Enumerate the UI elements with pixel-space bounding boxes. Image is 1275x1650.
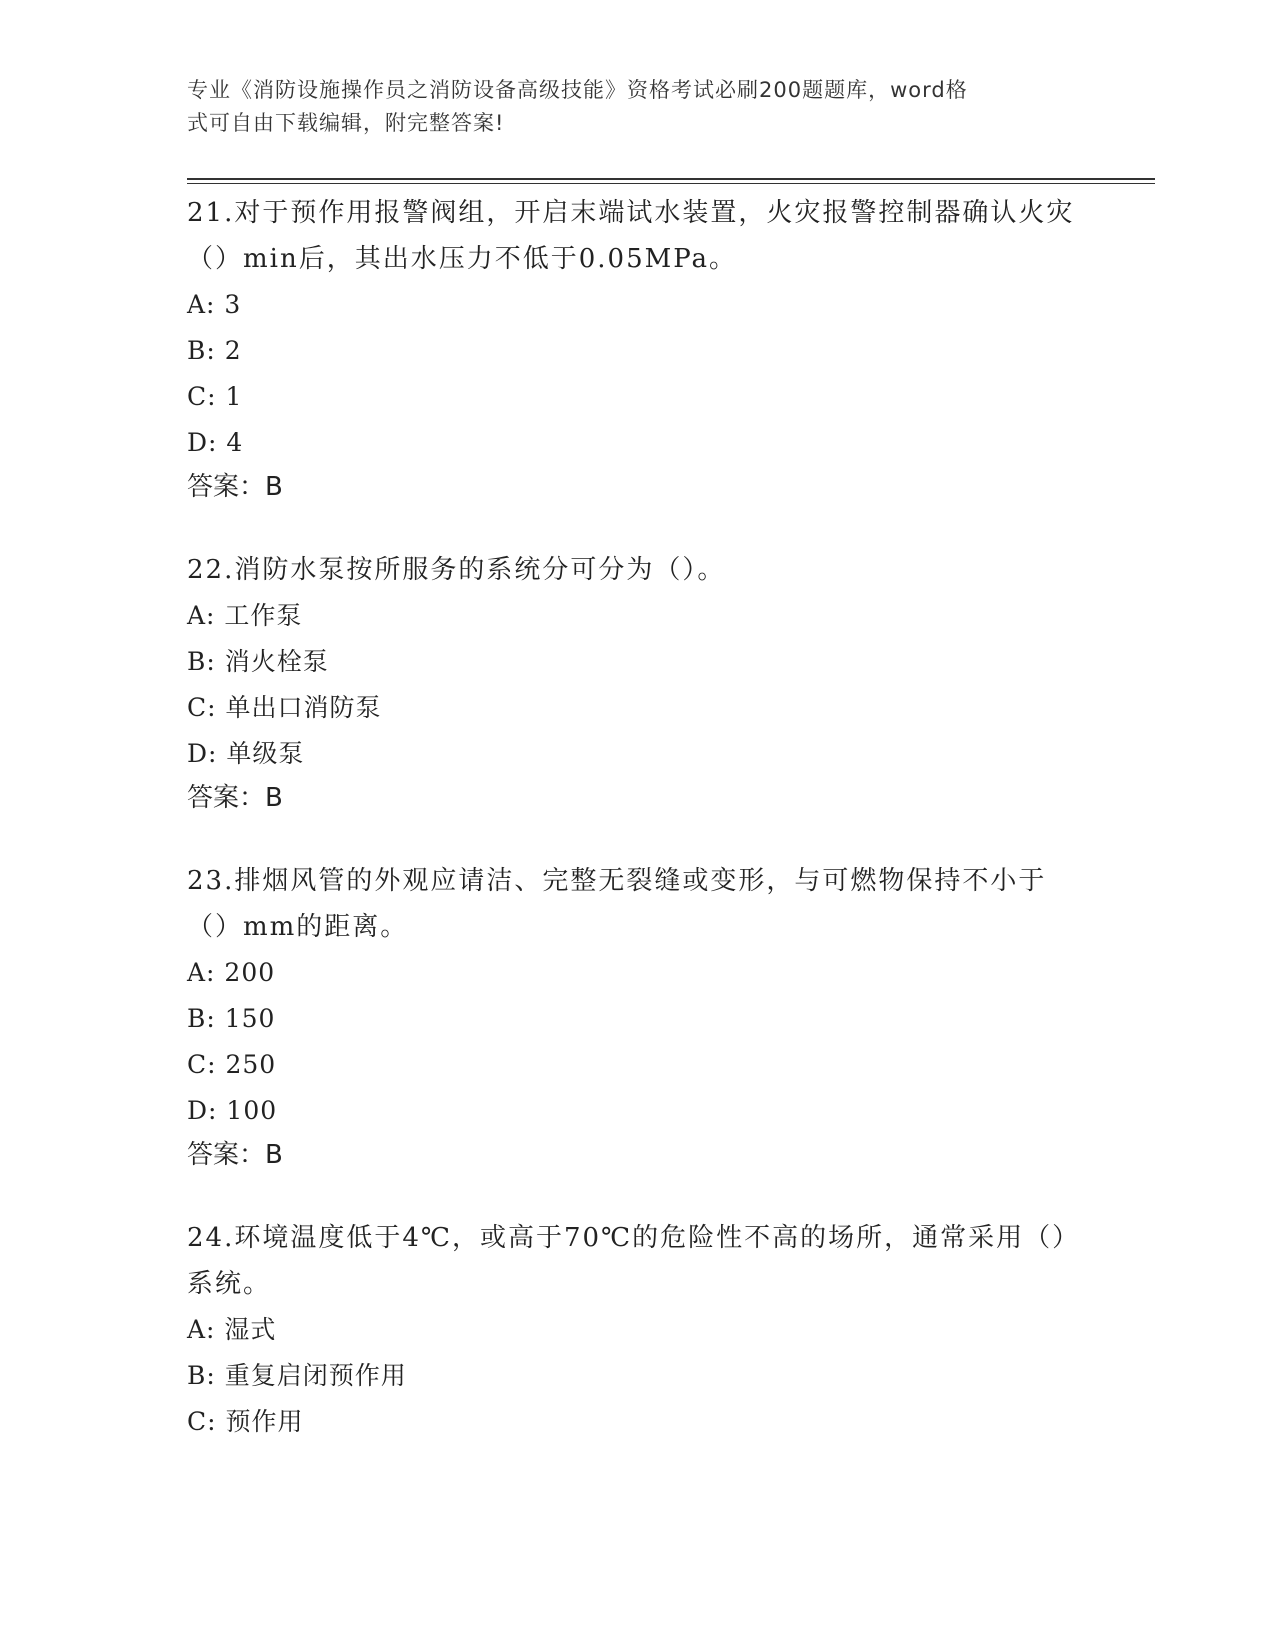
question-24 — [187, 1215, 1087, 1445]
document-header — [187, 74, 1067, 140]
option-a: A: 3 — [187, 290, 242, 319]
question-stem: 24.环境温度低于4℃，或高于70℃的危险性不高的场所，通常采用（）系统。 — [187, 1223, 1081, 1299]
option-a: A: 200 — [187, 958, 276, 987]
option-a: A: 工作泵 — [187, 601, 303, 630]
option-a: A: 湿式 — [187, 1315, 277, 1344]
question-list — [187, 190, 1087, 1484]
question-stem: 21.对于预作用报警阀组，开启末端试水装置，火灾报警控制器确认火灾（）min后，其出水压力不低于0.05MPa。 — [187, 198, 1075, 274]
option-c: C: 1 — [187, 382, 243, 411]
header-divider-thick — [187, 178, 1155, 180]
option-c: C: 250 — [187, 1050, 277, 1079]
option-c: C: 预作用 — [187, 1407, 304, 1436]
option-b: B: 消火栓泵 — [187, 647, 329, 676]
header-line-2: 式可自由下载编辑，附完整答案! — [187, 111, 505, 135]
question-22 — [187, 547, 1087, 819]
question-stem: 23.排烟风管的外观应请洁、完整无裂缝或变形，与可燃物保持不小于（）mm的距离。 — [187, 866, 1047, 942]
answer-line: 答案：B — [187, 1140, 283, 1170]
option-c: C: 单出口消防泵 — [187, 693, 382, 722]
option-b: B: 重复启闭预作用 — [187, 1361, 407, 1390]
answer-line: 答案：B — [187, 783, 283, 813]
option-d: D: 单级泵 — [187, 739, 305, 768]
question-stem: 22.消防水泵按所服务的系统分可分为（）。 — [187, 555, 726, 585]
question-21 — [187, 190, 1087, 508]
option-d: D: 100 — [187, 1096, 278, 1125]
answer-line: 答案：B — [187, 472, 283, 502]
question-23 — [187, 858, 1087, 1176]
option-b: B: 2 — [187, 336, 242, 365]
header-line-1: 专业《消防设施操作员之消防设备高级技能》资格考试必刷200题题库，word格 — [187, 78, 968, 102]
option-b: B: 150 — [187, 1004, 276, 1033]
header-divider-thin — [187, 183, 1155, 184]
option-d: D: 4 — [187, 428, 244, 457]
